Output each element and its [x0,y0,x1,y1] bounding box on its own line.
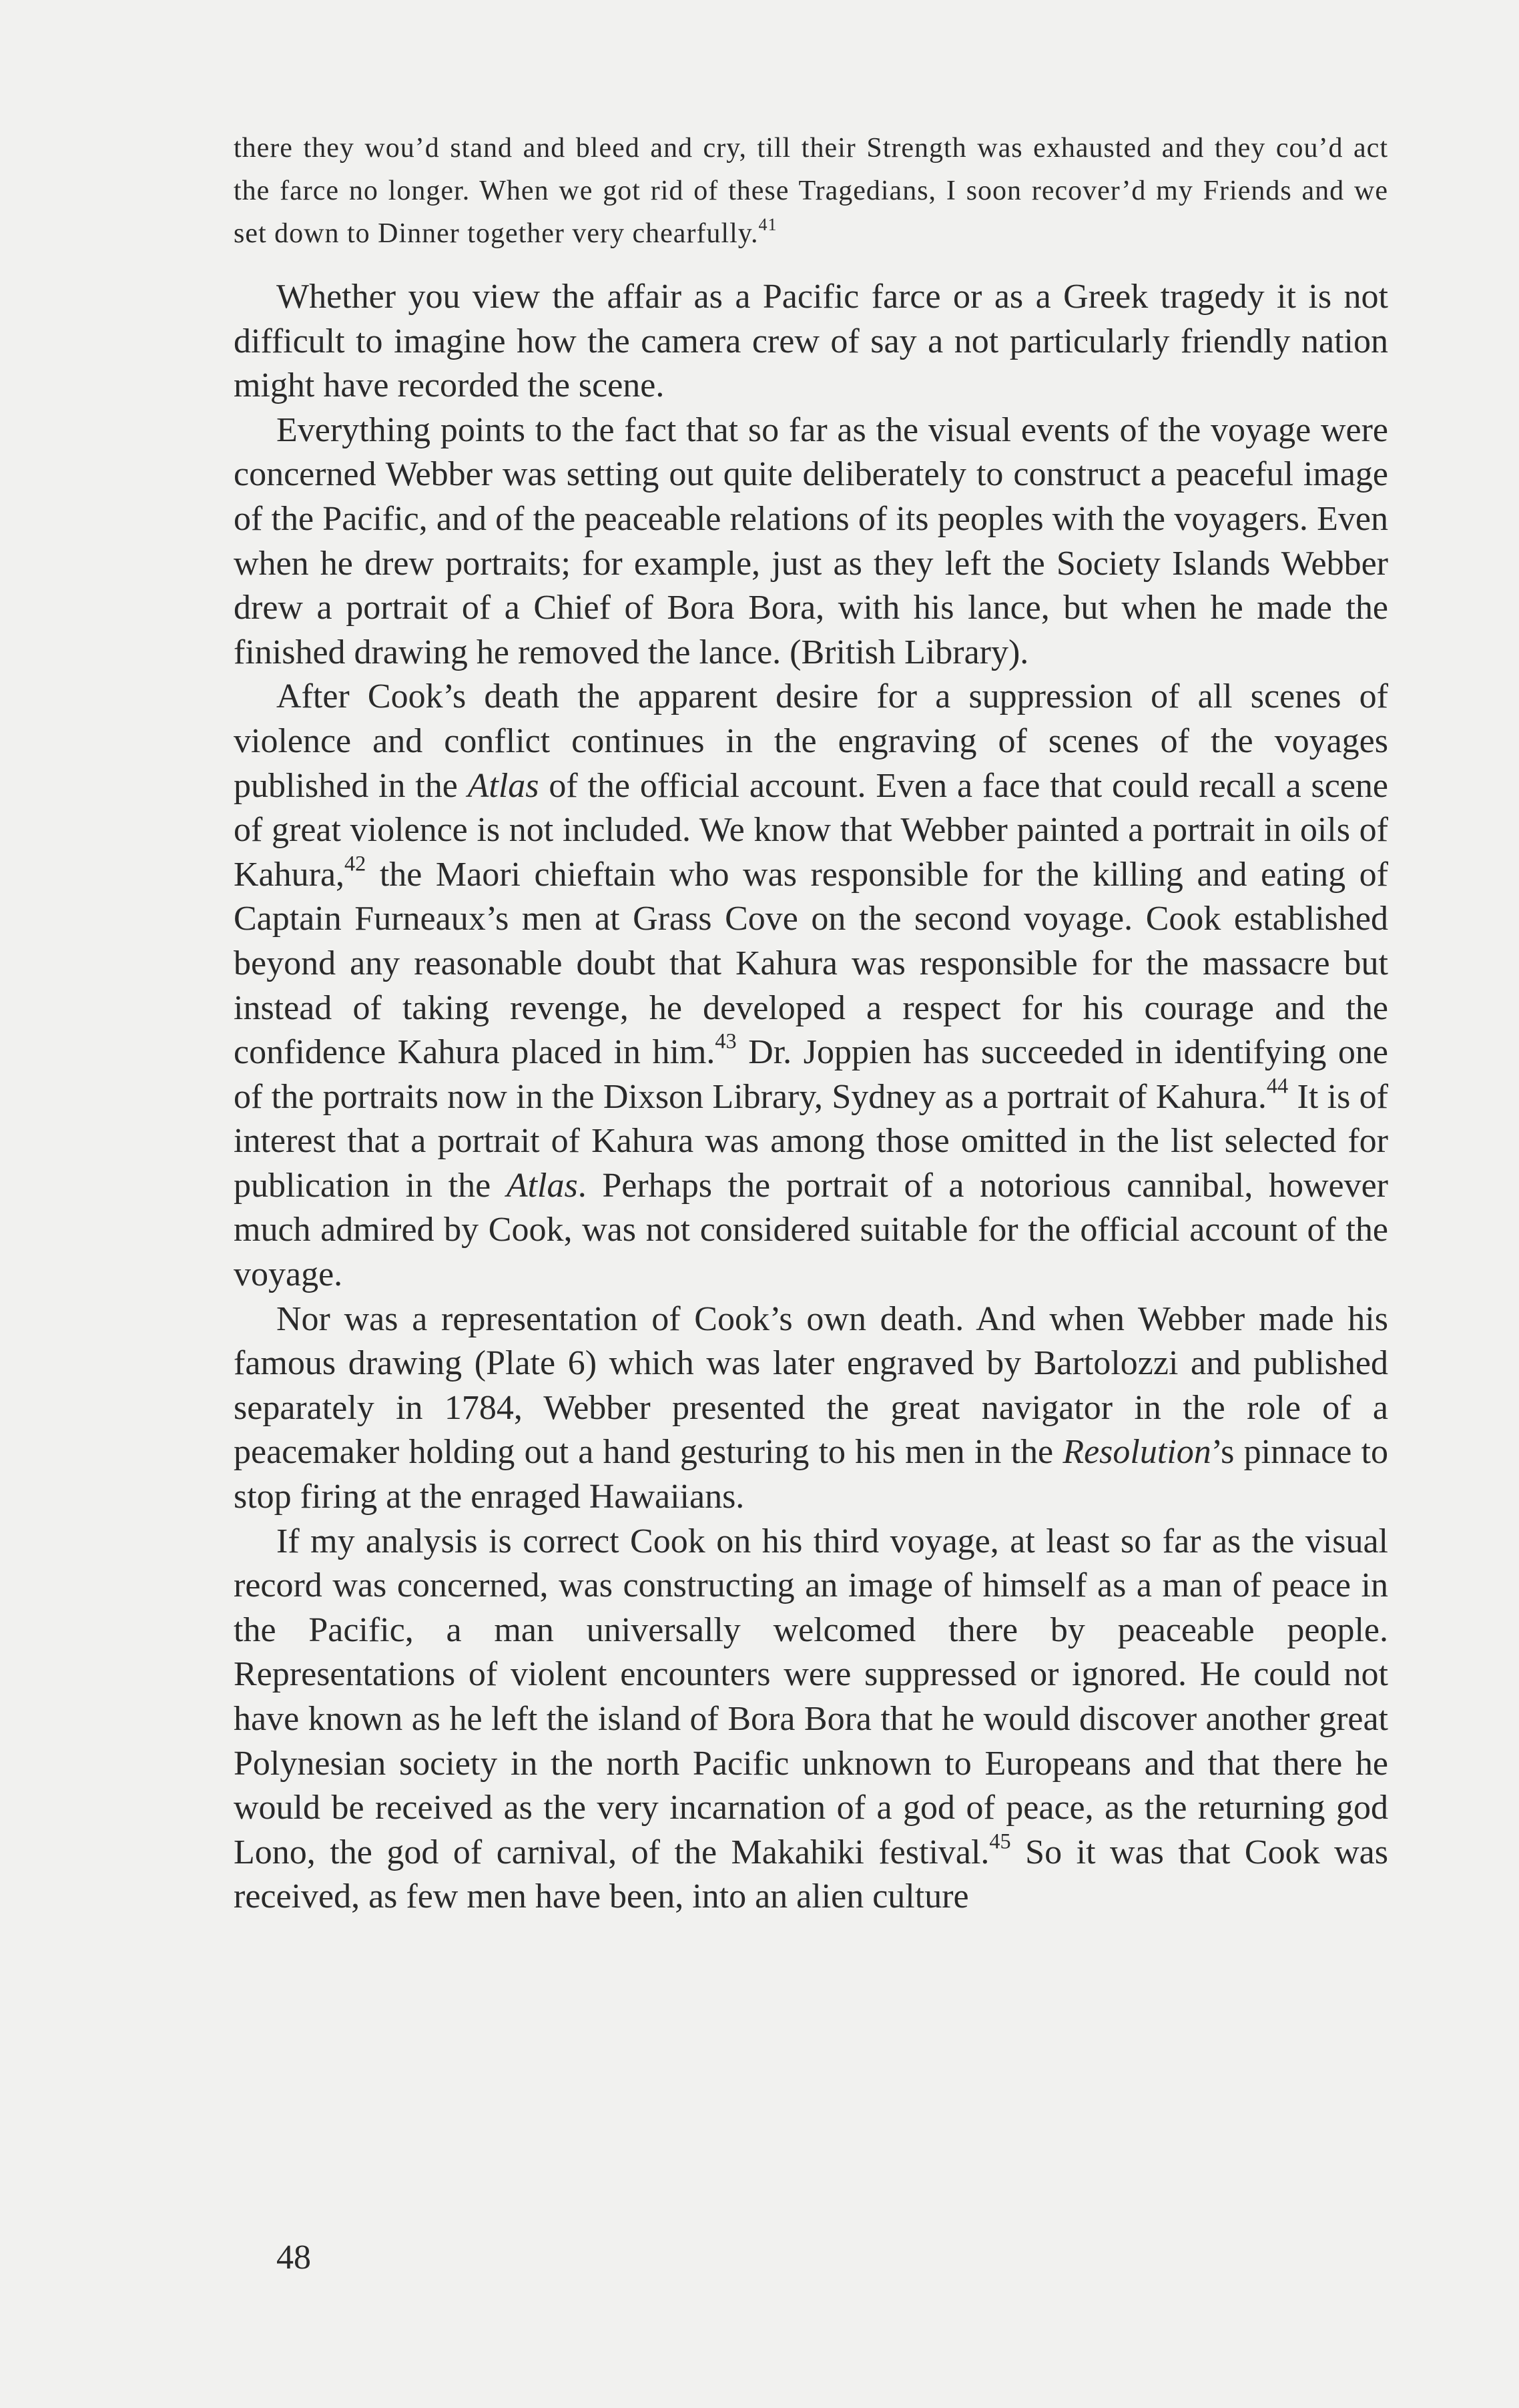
paragraph-3-part-f: . Perhaps the portrait of a notorious cannibal, however much admired by Cook, was not considered suitable for the official account of the voyage. [234,1166,1388,1294]
footnote-ref-43: 43 [715,1028,737,1053]
atlas-title-2: Atlas [506,1166,578,1205]
paragraph-3-part-d: Dr. Joppien has succeeded in identifying one of the portraits now in the Dixson Library, Sydney as a portrait of Kahura. [234,1033,1388,1116]
quote-text: there they wou’d stand and bleed and cry, till their Strength was exhausted and they cou’d act the farce no longer. When we got rid of these Tragedians, I soon recover’d my Friends and we set down to Dinner together very chearfully. [234,133,1388,249]
footnote-ref-42: 42 [344,851,366,876]
page-body [234,127,1388,1919]
paragraph-5 [234,1520,1388,1919]
paragraph-4-part-a: Nor was a representation of Cook’s own death. And when Webber made his famous drawing (Plate 6) which was later engraved by Bartolozzi and published separately in 1784, Webber presented the great navigator in the role of a peacemaker holding out a hand gesturing to his men in the [234,1299,1388,1472]
paragraph-3-part-e: It is of interest that a portrait of Kahura was among those omitted in the list selected for publication in the [234,1077,1388,1205]
paragraph-5-part-a: If my analysis is correct Cook on his third voyage, at least so far as the visual record was concerned, was constructing an image of himself as a man of peace in the Pacific, a man universally welcomed there by peaceable people. Representations of violent encounters were suppressed or ignored. He could not have known as he left the island of Bora Bora that he would discover another great Polynesian society in the north Pacific unknown to Europeans and that there he would be received as the very incarnation of a god of peace, as the returning god Lono, the god of carnival, of the Makahiki festival. [234,1522,1388,1871]
footnote-ref-44: 44 [1266,1073,1289,1098]
paragraph-3-part-a: After Cook’s death the apparent desire for a suppression of all scenes of violence and conflict continues in the engraving of scenes of the voyages published in the [234,677,1388,805]
paragraph-3-part-c: the Maori chieftain who was responsible for the killing and eating of Captain Furneaux’s men at Grass Cove on the second voyage. Cook established beyond any reasonable doubt that Kahura was responsible for the massacre but instead of taking revenge, he developed a respect for his courage and the confidence Kahura placed in him. [234,855,1388,1072]
paragraph-4-part-b: ’s pinnace to stop firing at the enraged Hawaiians. [234,1433,1388,1516]
ship-name: Resolution [1062,1433,1211,1472]
paragraph-4 [234,1297,1388,1520]
block-quote [234,127,1388,255]
page-number: 48 [276,2238,311,2277]
paragraph-3 [234,675,1388,1297]
footnote-ref-45: 45 [989,1829,1011,1853]
paragraph-2: Everything points to the fact that so far as the visual events of the voyage were concerned Webber was setting out quite deliberately to construct a peaceful image of the Pacific, and of the peaceable relations of its peoples with the voyagers. Even when he drew portraits; for example, just as they left the Society Islands Webber drew a portrait of a Chief of Bora Bora, with his lance, but when he made the finished drawing he removed the lance. (British Library). [234,410,1388,671]
paragraph-1: Whether you view the affair as a Pacific farce or as a Greek tragedy it is not difficult to imagine how the camera crew of say a not particularly friendly nation might have recorded the scene. [234,278,1388,405]
atlas-title: Atlas [467,766,539,805]
paragraph-3-part-b: of the official account. Even a face that could recall a scene of great violence is not included. We know that Webber painted a portrait in oils of Kahura, [234,766,1388,894]
paragraph-5-part-b: So it was that Cook was received, as few men have been, into an alien culture [234,1833,1388,1916]
footnote-ref-41: 41 [758,214,778,234]
